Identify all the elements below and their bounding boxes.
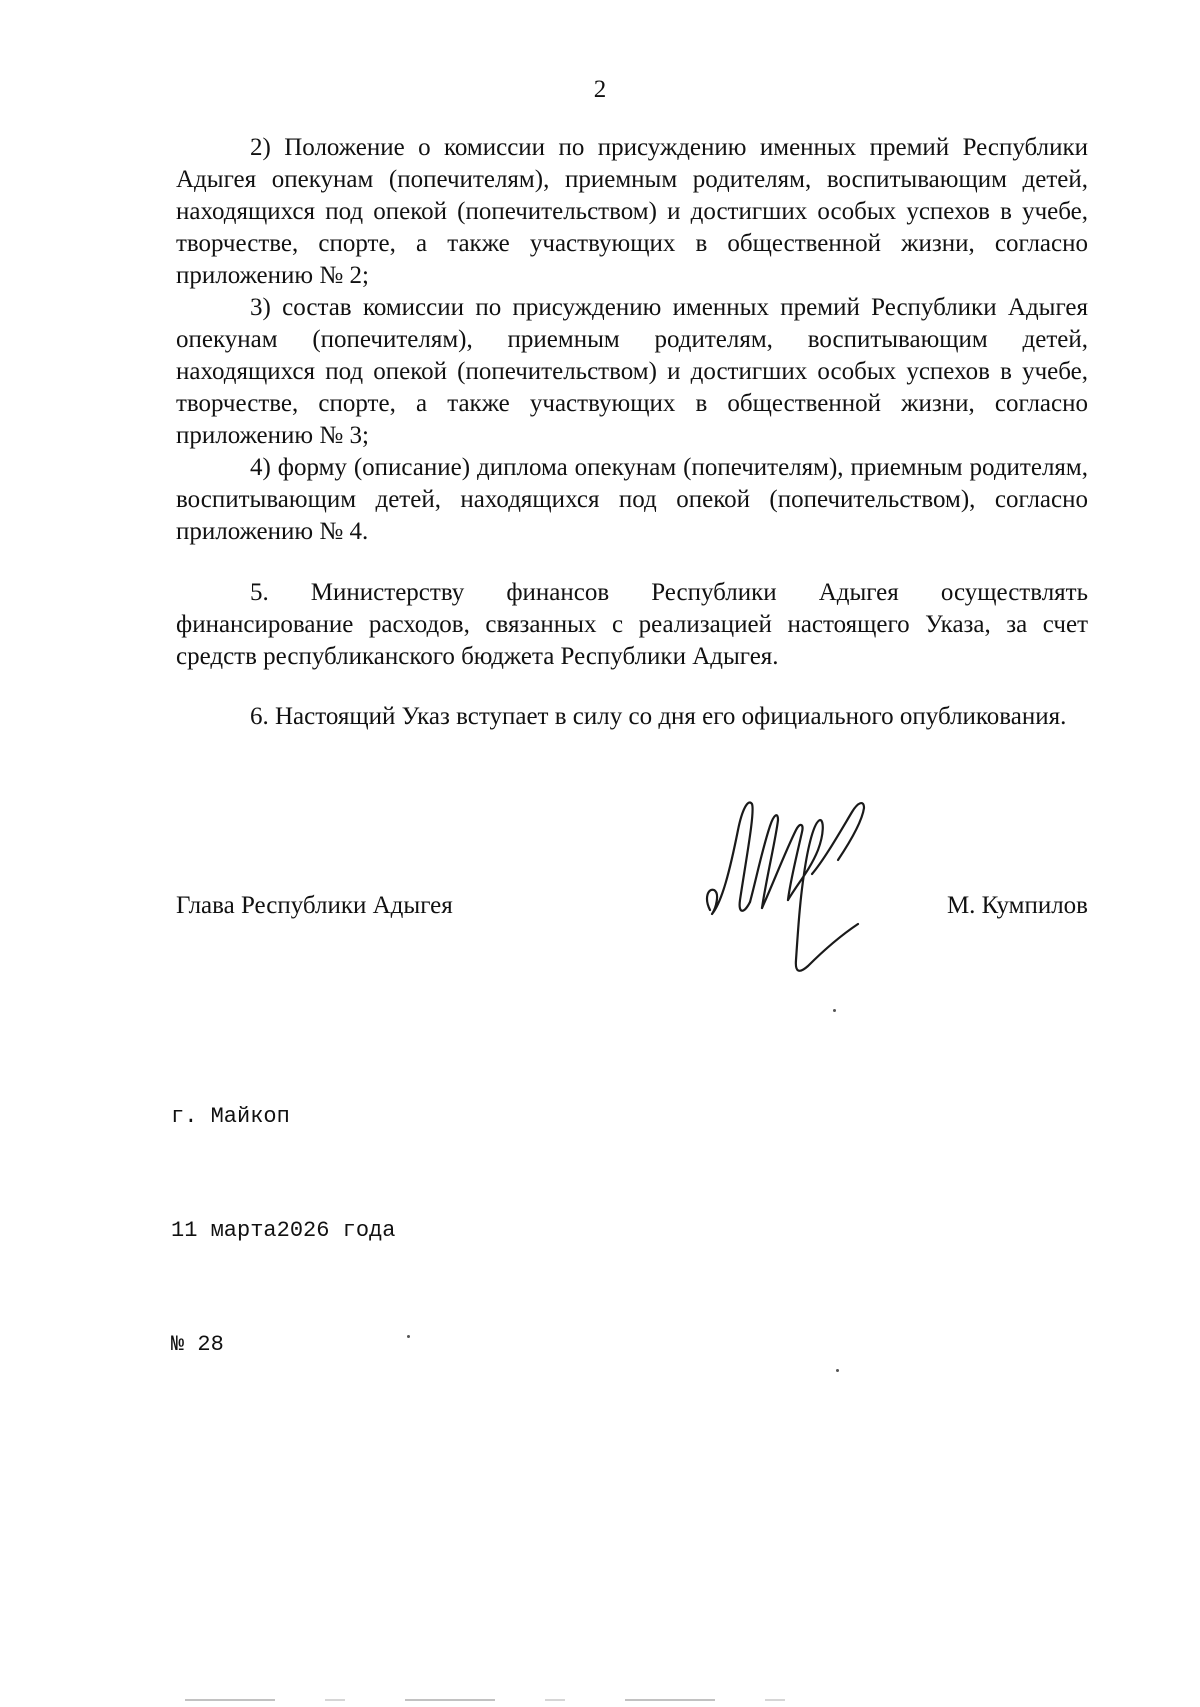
scan-speck [407,1335,410,1338]
place-date: 11 марта2026 года [171,1218,396,1243]
signer-name: М. Кумпилов [946,892,1088,919]
decree-item-3: 3) состав комиссии по присуждению именных премий Республики Адыгея опекунам (попечителям), приемным родителям, воспитывающим детей, находящихся под опекой (попечительством) и достигших особых успехов в учебе, творчестве, спорте, а также участвующих в общественной жизни, согласно приложению № 3; [176,294,1088,449]
decree-paragraph-5: 5. Министерству финансов Республики Адыгея осуществлять финансирование расходов, связанных с реализацией настоящего Указа, за счет средств республиканского бюджета Республики Адыгея. [176,579,1088,670]
decree-number: № 28 [171,1332,224,1357]
decree-paragraph-6: 6. Настоящий Указ вступает в силу со дня его официального опубликования. [250,703,1067,730]
decree-list-items [176,132,1088,548]
decree-item-4: 4) форму (описание) диплома опекунам (попечителям), приемным родителям, воспитывающим детей, находящихся под опекой (попечительством), согласно приложению № 4. [176,454,1088,545]
decree-paragraph-5-block [176,577,1088,673]
decree-item-2: 2) Положение о комиссии по присуждению именных премий Республики Адыгея опекунам (попечителям), приемным родителям, воспитывающим детей, находящихся под опекой (попечительством) и достигших особых успехов в учебе, творчестве, спорте, а также участвующих в общественной жизни, согласно приложению № 2; [176,134,1088,289]
decree-paragraph-6-block [176,701,1088,733]
scan-speck [833,1009,836,1012]
handwritten-signature [700,790,880,980]
place-city: г. Майкоп [171,1104,290,1129]
place-date-number-block [171,1022,395,1440]
page-number: 2 [593,76,607,103]
scan-speck [836,1369,839,1372]
scan-edge-artifact [185,1699,785,1701]
signer-position: Глава Республики Адыгея [176,892,453,919]
